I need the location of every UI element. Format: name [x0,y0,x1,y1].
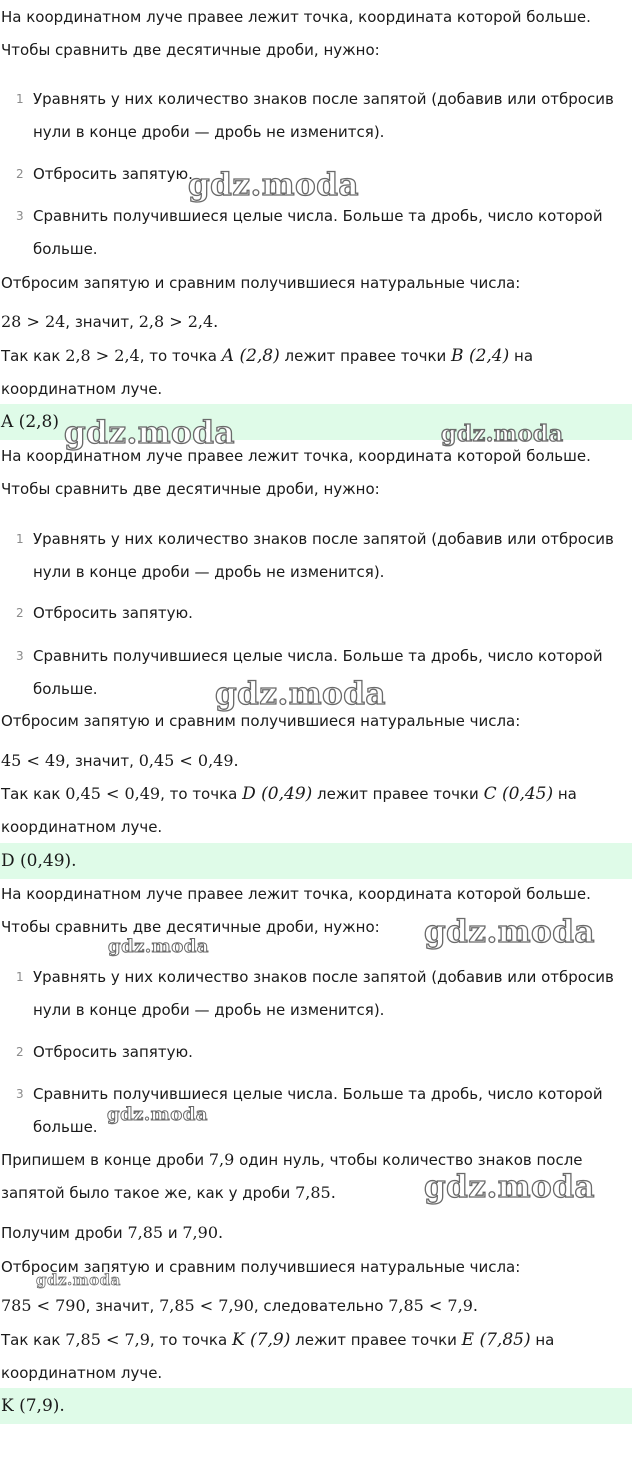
list-item: 3 Сравнить получившиеся целые числа. Больше та дробь, число которой [16,207,603,225]
drop-comma-text: Отбросим запятую и сравним получившиеся натуральные числа: [1,274,521,292]
list-item-cont: нули в конце дроби — дробь не изменится). [33,1001,385,1019]
watermark: gdz.moda [64,415,235,451]
conclusion-line: Так как 0,45 < 0,49, то точка D (0,49) лежит правее точки C (0,45) на [1,784,577,804]
conclusion-line: Так как 7,85 < 7,9, то точка K (7,9) лежит правее точки E (7,85) на [1,1330,555,1350]
conclusion-line-cont: координатном луче. [1,1364,163,1382]
list-item: 1 Уравнять у них количество знаков после запятой (добавив или отбросив [16,530,614,548]
list-item-cont: нули в конце дроби — дробь не изменится). [33,563,385,581]
comparison-line: 28 > 24, значит, 2,8 > 2,4. [1,312,219,331]
list-item-cont: больше. [33,680,98,698]
conclusion-line-cont: координатном луче. [1,380,163,398]
watermark: gdz.moda [441,421,564,447]
answer-box: A (2,8) [0,404,632,440]
list-item: 2 Отбросить запятую. [16,604,193,622]
list-item: 1 Уравнять у них количество знаков после запятой (добавив или отбросив [16,968,614,986]
comparison-line: 785 < 790, значит, 7,85 < 7,90, следовательно 7,85 < 7,9. [1,1296,478,1315]
watermark: gdz.moda [108,936,209,957]
rule-text: На координатном луче правее лежит точка, координата которой больше. [1,8,591,26]
answer-box: D (0,49). [0,843,632,879]
list-item: 1 Уравнять у них количество знаков после запятой (добавив или отбросив [16,90,614,108]
compare-intro: Чтобы сравнить две десятичные дроби, нужно: [1,480,380,498]
list-item: 3 Сравнить получившиеся целые числа. Больше та дробь, число которой [16,647,603,665]
drop-comma-text: Отбросим запятую и сравним получившиеся натуральные числа: [1,1258,521,1276]
compare-intro: Чтобы сравнить две десятичные дроби, нужно: [1,41,380,59]
answer-box: K (7,9). [0,1388,632,1424]
rule-text: На координатном луче правее лежит точка, координата которой больше. [1,885,591,903]
list-item-cont: больше. [33,1118,98,1136]
watermark: gdz.moda [424,914,595,950]
conclusion-line: Так как 2,8 > 2,4, то точка A (2,8) лежит правее точки B (2,4) на [1,346,534,366]
list-item: 2 Отбросить запятую. [16,1043,193,1061]
list-item-cont: больше. [33,240,98,258]
watermark: gdz.moda [107,1104,208,1125]
list-item-cont: нули в конце дроби — дробь не изменится). [33,123,385,141]
conclusion-line-cont: координатном луче. [1,818,163,836]
comparison-line: 45 < 49, значит, 0,45 < 0,49. [1,751,239,770]
list-item: 3 Сравнить получившиеся целые числа. Больше та дробь, число которой [16,1085,603,1103]
get-fractions-line: Получим дроби 7,85 и 7,90. [1,1223,224,1242]
watermark: gdz.moda [424,1169,595,1205]
append-zero-line-cont: запятой было такое же, как у дроби 7,85. [1,1183,336,1202]
watermark: gdz.moda [188,167,359,203]
watermark: gdz.moda [215,676,386,712]
rule-text: На координатном луче правее лежит точка, координата которой больше. [1,447,591,465]
drop-comma-text: Отбросим запятую и сравним получившиеся натуральные числа: [1,712,521,730]
append-zero-line: Припишем в конце дроби 7,9 один нуль, чтобы количество знаков после [1,1150,583,1169]
list-item: 2 Отбросить запятую. [16,165,193,183]
compare-intro: Чтобы сравнить две десятичные дроби, нужно: [1,918,380,936]
watermark: gdz.moda [36,1271,121,1289]
